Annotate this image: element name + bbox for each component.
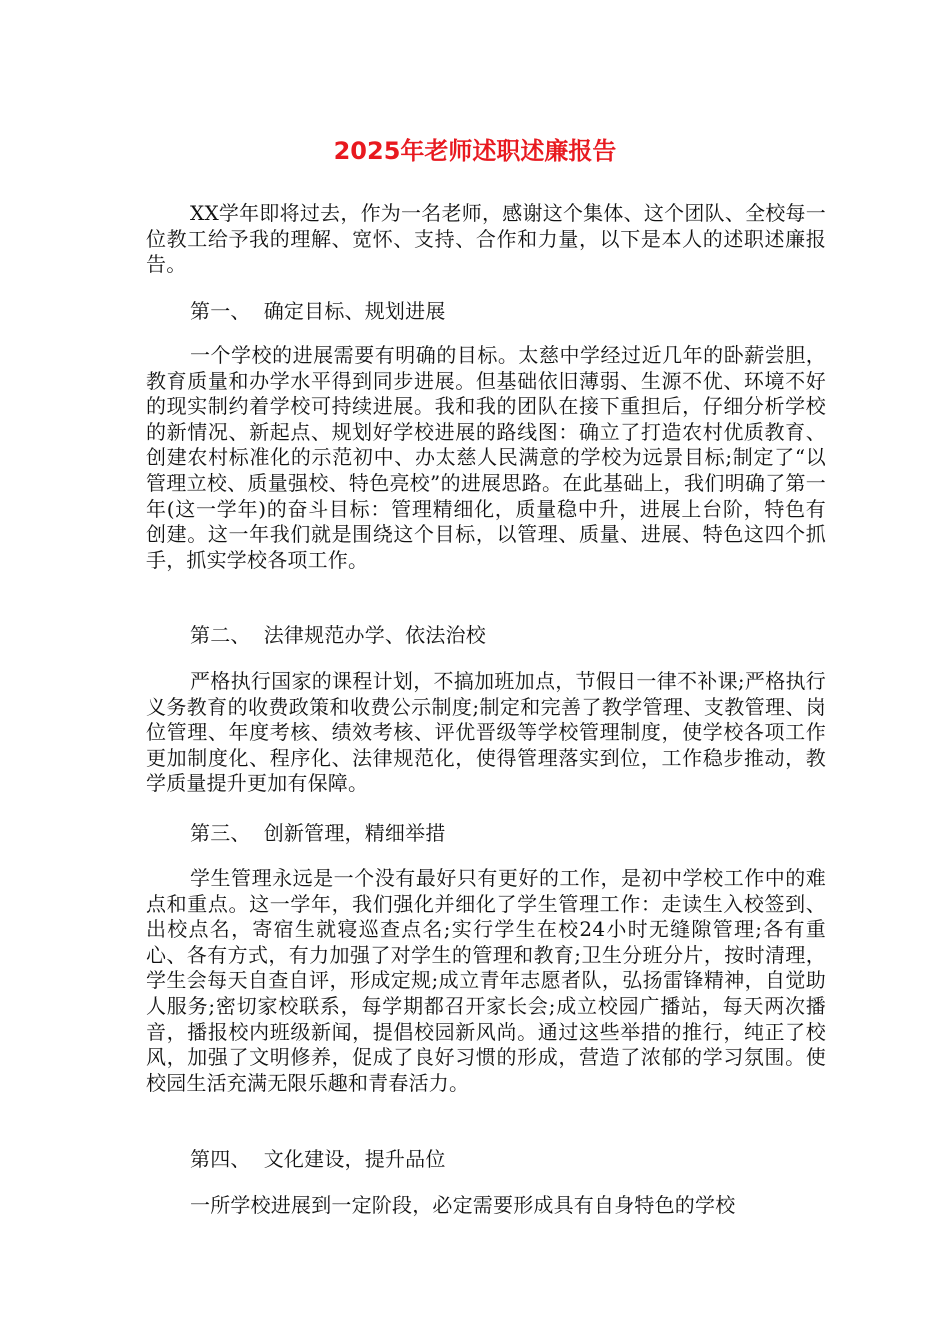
section-1-heading: 第一、 确定目标、规划进展: [190, 299, 446, 323]
section-4-paragraph: 一所学校进展到一定阶段，必定需要形成具有自身特色的学校: [190, 1193, 736, 1217]
document-title: 2025年老师述职述廉报告: [333, 137, 617, 165]
section-3-heading: 第三、 创新管理，精细举措: [190, 821, 446, 845]
section-3-paragraph: 学生管理永远是一个没有最好只有更好的工作，是初中学校工作中的难点和重点。这一学年，我们强化并细化了学生管理工作：走读生入校签到、出校点名，寄宿生就寝巡查点名;实行学生在校24小时无缝隙管理;各有重心、各有方式，有力加强了对学生的管理和教育;卫生分班分片，按时清理，学生会每天自查自评，形成定规;成立青年志愿者队，弘扬雷锋精神，自觉助人服务;密切家校联系，每学期都召开家长会;成立校园广播站，每天两次播音，播报校内班级新闻，提倡校园新风尚。通过这些举措的推行，纯正了校风，加强了文明修养，促成了良好习惯的形成，营造了浓郁的学习氛围。使校园生活充满无限乐趣和青春活力。: [146, 866, 826, 1095]
intro-paragraph: XX学年即将过去，作为一名老师，感谢这个集体、这个团队、全校每一位教工给予我的理解、宽怀、支持、合作和力量，以下是本人的述职述廉报告。: [146, 201, 826, 277]
section-2-paragraph: 严格执行国家的课程计划，不搞加班加点，节假日一律不补课;严格执行义务教育的收费政策和收费公示制度;制定和完善了教学管理、支教管理、岗位管理、年度考核、绩效考核、评优晋级等学校管理制度，使学校各项工作更加制度化、程序化、法律规范化，使得管理落实到位，工作稳步推动，教学质量提升更加有保障。: [146, 669, 826, 796]
section-1-paragraph: 一个学校的进展需要有明确的目标。太慈中学经过近几年的卧薪尝胆，教育质量和办学水平得到同步进展。但基础依旧薄弱、生源不优、环境不好的现实制约着学校可持续进展。我和我的团队在接下重担后，仔细分析学校的新情况、新起点、规划好学校进展的路线图：确立了打造农村优质教育、创建农村标准化的示范初中、办太慈人民满意的学校为远景目标;制定了“以管理立校、质量强校、特色亮校”的进展思路。在此基础上，我们明确了第一年(这一学年)的奋斗目标：管理精细化，质量稳中升，进展上台阶，特色有创建。这一年我们就是围绕这个目标，以管理、质量、进展、特色这四个抓手，抓实学校各项工作。: [146, 343, 826, 572]
section-4-heading: 第四、 文化建设，提升品位: [190, 1147, 446, 1171]
section-2-heading: 第二、 法律规范办学、依法治校: [190, 623, 486, 647]
